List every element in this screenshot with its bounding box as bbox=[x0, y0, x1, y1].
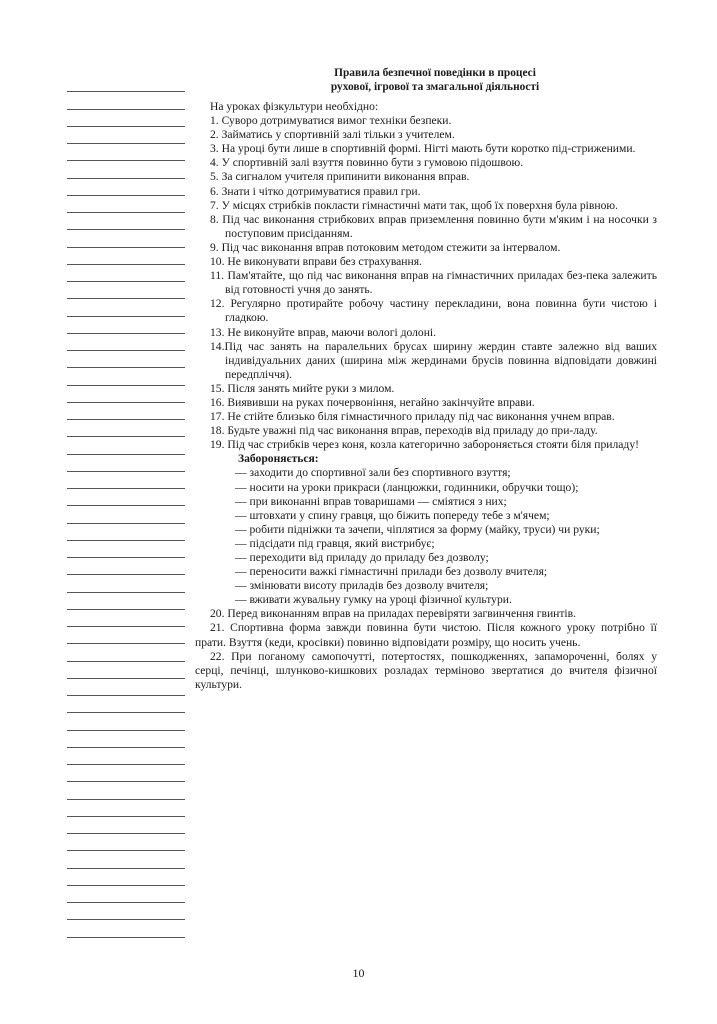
note-line bbox=[67, 472, 185, 489]
forbidden-heading: Забороняється: bbox=[238, 452, 319, 466]
note-line bbox=[67, 765, 185, 782]
note-line bbox=[67, 817, 185, 834]
note-line bbox=[67, 420, 185, 437]
note-line bbox=[67, 368, 185, 385]
note-line bbox=[67, 851, 185, 868]
note-line bbox=[67, 351, 185, 368]
note-line bbox=[67, 834, 185, 851]
title-line-2: рухової, ігрової та змагальної діяльності bbox=[330, 81, 540, 93]
note-line bbox=[67, 903, 185, 920]
forbidden-item: — заходити до спортивної зали без спортивного взуття; bbox=[235, 466, 511, 480]
note-line bbox=[67, 248, 185, 265]
rule-item: 2. Займатись у спортивній залі тільки з учителем. bbox=[210, 128, 455, 142]
rule-item: 11. Пам'ятайте, що під час виконання вправ на гімнастичних приладах без-пека залежить від готовності учня до занять. bbox=[210, 269, 657, 297]
intro-text: На уроках фізкультури необхідно: bbox=[210, 100, 379, 113]
rule-item: 9. Під час виконання вправ потоковим методом стежити за інтервалом. bbox=[210, 240, 561, 254]
forbidden-item: — штовхати у спину гравця, що біжить попереду тебе з м'ячем; bbox=[235, 508, 550, 522]
rule-item: 4. У спортивній залі взуття повинно бути з гумовою підошвою. bbox=[210, 156, 524, 170]
note-line bbox=[67, 265, 185, 282]
rule-item: 10. Не виконувати вправи без страхування. bbox=[210, 255, 422, 269]
forbidden-item: — носити на уроки прикраси (ланцюжки, годинники, обручки тощо); bbox=[235, 480, 579, 494]
note-line bbox=[67, 662, 185, 679]
rule-item: 3. На уроці бути лише в спортивній формі. Нігті мають бути коротко під-стриженими. bbox=[210, 142, 636, 156]
rule-item: 20. Перед виконанням вправ на приладах перевіряти загвинчення гвинтів. bbox=[210, 607, 577, 621]
note-line bbox=[67, 800, 185, 817]
page-title bbox=[195, 66, 657, 94]
note-line bbox=[67, 575, 185, 592]
rule-item: 16. Виявивши на руках почервоніння, негайно закінчуйте вправи. bbox=[210, 395, 535, 409]
forbidden-list bbox=[195, 466, 657, 607]
note-line bbox=[67, 282, 185, 299]
forbidden-item: — при виконанні вправ товаришами — сміятися з них; bbox=[235, 494, 507, 508]
note-line bbox=[67, 179, 185, 196]
note-line bbox=[67, 92, 185, 109]
forbidden-item: — підсідати під гравця, який вистрибує; bbox=[235, 536, 435, 550]
rules-list bbox=[195, 114, 657, 452]
note-line bbox=[67, 437, 185, 454]
note-line bbox=[67, 524, 185, 541]
rules-list-continued bbox=[195, 607, 657, 692]
note-line bbox=[67, 299, 185, 316]
note-line bbox=[67, 334, 185, 351]
note-line bbox=[67, 920, 185, 937]
note-line bbox=[67, 593, 185, 610]
forbidden-item: — переносити важкі гімнастичні прилади без дозволу вчителя; bbox=[235, 565, 548, 579]
note-line bbox=[67, 75, 185, 92]
note-line bbox=[67, 144, 185, 161]
rule-item: 7. У місцях стрибків покласти гімнастичні мати так, щоб їх поверхня була рівною. bbox=[210, 198, 618, 212]
note-line bbox=[67, 403, 185, 420]
forbidden-item: — робити підніжки та зачепи, чіплятися за форму (майку, труси) чи руки; bbox=[235, 522, 600, 536]
rule-item: 1. Суворо дотримуватися вимог техніки безпеки. bbox=[210, 114, 452, 128]
note-line bbox=[67, 782, 185, 799]
forbidden-item: — вживати жувальну гумку на уроці фізичної культури. bbox=[235, 593, 512, 607]
note-line bbox=[67, 713, 185, 730]
note-line bbox=[67, 161, 185, 178]
note-line bbox=[67, 317, 185, 334]
note-line bbox=[67, 610, 185, 627]
note-line bbox=[67, 731, 185, 748]
note-line bbox=[67, 748, 185, 765]
note-line bbox=[67, 230, 185, 247]
note-line bbox=[67, 489, 185, 506]
note-line bbox=[67, 196, 185, 213]
forbidden-item: — переходити від приладу до приладу без дозволу; bbox=[235, 551, 489, 564]
note-line bbox=[67, 213, 185, 230]
rule-item: 6. Знати і чітко дотримуватися правил гри. bbox=[210, 184, 421, 198]
note-line bbox=[67, 506, 185, 523]
note-line bbox=[67, 644, 185, 661]
rule-item: 18. Будьте уважні під час виконання вправ, переходів від приладу до при-ладу. bbox=[210, 424, 598, 438]
rule-item: 14.Під час занять на паралельних брусах ширину жердин ставте залежно від ваших індивідуальних даних (ширина між жердинами брусів повинна відповідати довжині передпліччя). bbox=[210, 339, 657, 381]
rule-item: 22. При поганому самопочутті, потертостях, пошкодженнях, запамороченні, болях у серці, печінці, шлунково-кишкових розладах терміново звертатися до вчителя фізичної культури. bbox=[195, 649, 657, 691]
note-line bbox=[67, 127, 185, 144]
note-line bbox=[67, 869, 185, 886]
rule-item: 15. Після занять мийте руки з милом. bbox=[210, 381, 395, 395]
rule-item: 21. Спортивна форма завжди повинна бути чистою. Після кожного уроку потрібно її прати. Взуття (кеди, кросівки) повинно відповідати розміру, що носить учень. bbox=[195, 621, 657, 649]
note-line bbox=[67, 696, 185, 713]
rule-item: 5. За сигналом учителя припинити виконання вправ. bbox=[210, 170, 470, 184]
note-line bbox=[67, 455, 185, 472]
rule-item: 12. Регулярно протирайте робочу частину перекладини, вона повинна бути чистою і гладкою. bbox=[210, 297, 657, 325]
note-line bbox=[67, 627, 185, 644]
note-line bbox=[67, 110, 185, 127]
note-line bbox=[67, 679, 185, 696]
note-lines-margin bbox=[67, 75, 185, 938]
note-line bbox=[67, 886, 185, 903]
rule-item: 13. Не виконуйте вправ, маючи вологі долоні. bbox=[210, 325, 437, 339]
page-number: 10 bbox=[352, 966, 365, 980]
rule-item: 19. Під час стрибків через коня, козла категорично забороняється стояти біля приладу! bbox=[210, 438, 639, 452]
rule-item: 17. Не стійте близько біля гімнастичного приладу під час виконання учнем вправ. bbox=[210, 410, 615, 424]
title-line-1: Правила безпечної поведінки в процесі bbox=[334, 67, 536, 79]
rule-item: 8. Під час виконання стрибкових вправ приземлення повинно бути м'яким і на носочки з поступовим присіданням. bbox=[210, 212, 657, 240]
page-content bbox=[195, 66, 657, 692]
note-line bbox=[67, 541, 185, 558]
forbidden-item: — змінювати висоту приладів без дозволу вчителя; bbox=[235, 579, 489, 593]
note-line bbox=[67, 386, 185, 403]
note-line bbox=[67, 558, 185, 575]
